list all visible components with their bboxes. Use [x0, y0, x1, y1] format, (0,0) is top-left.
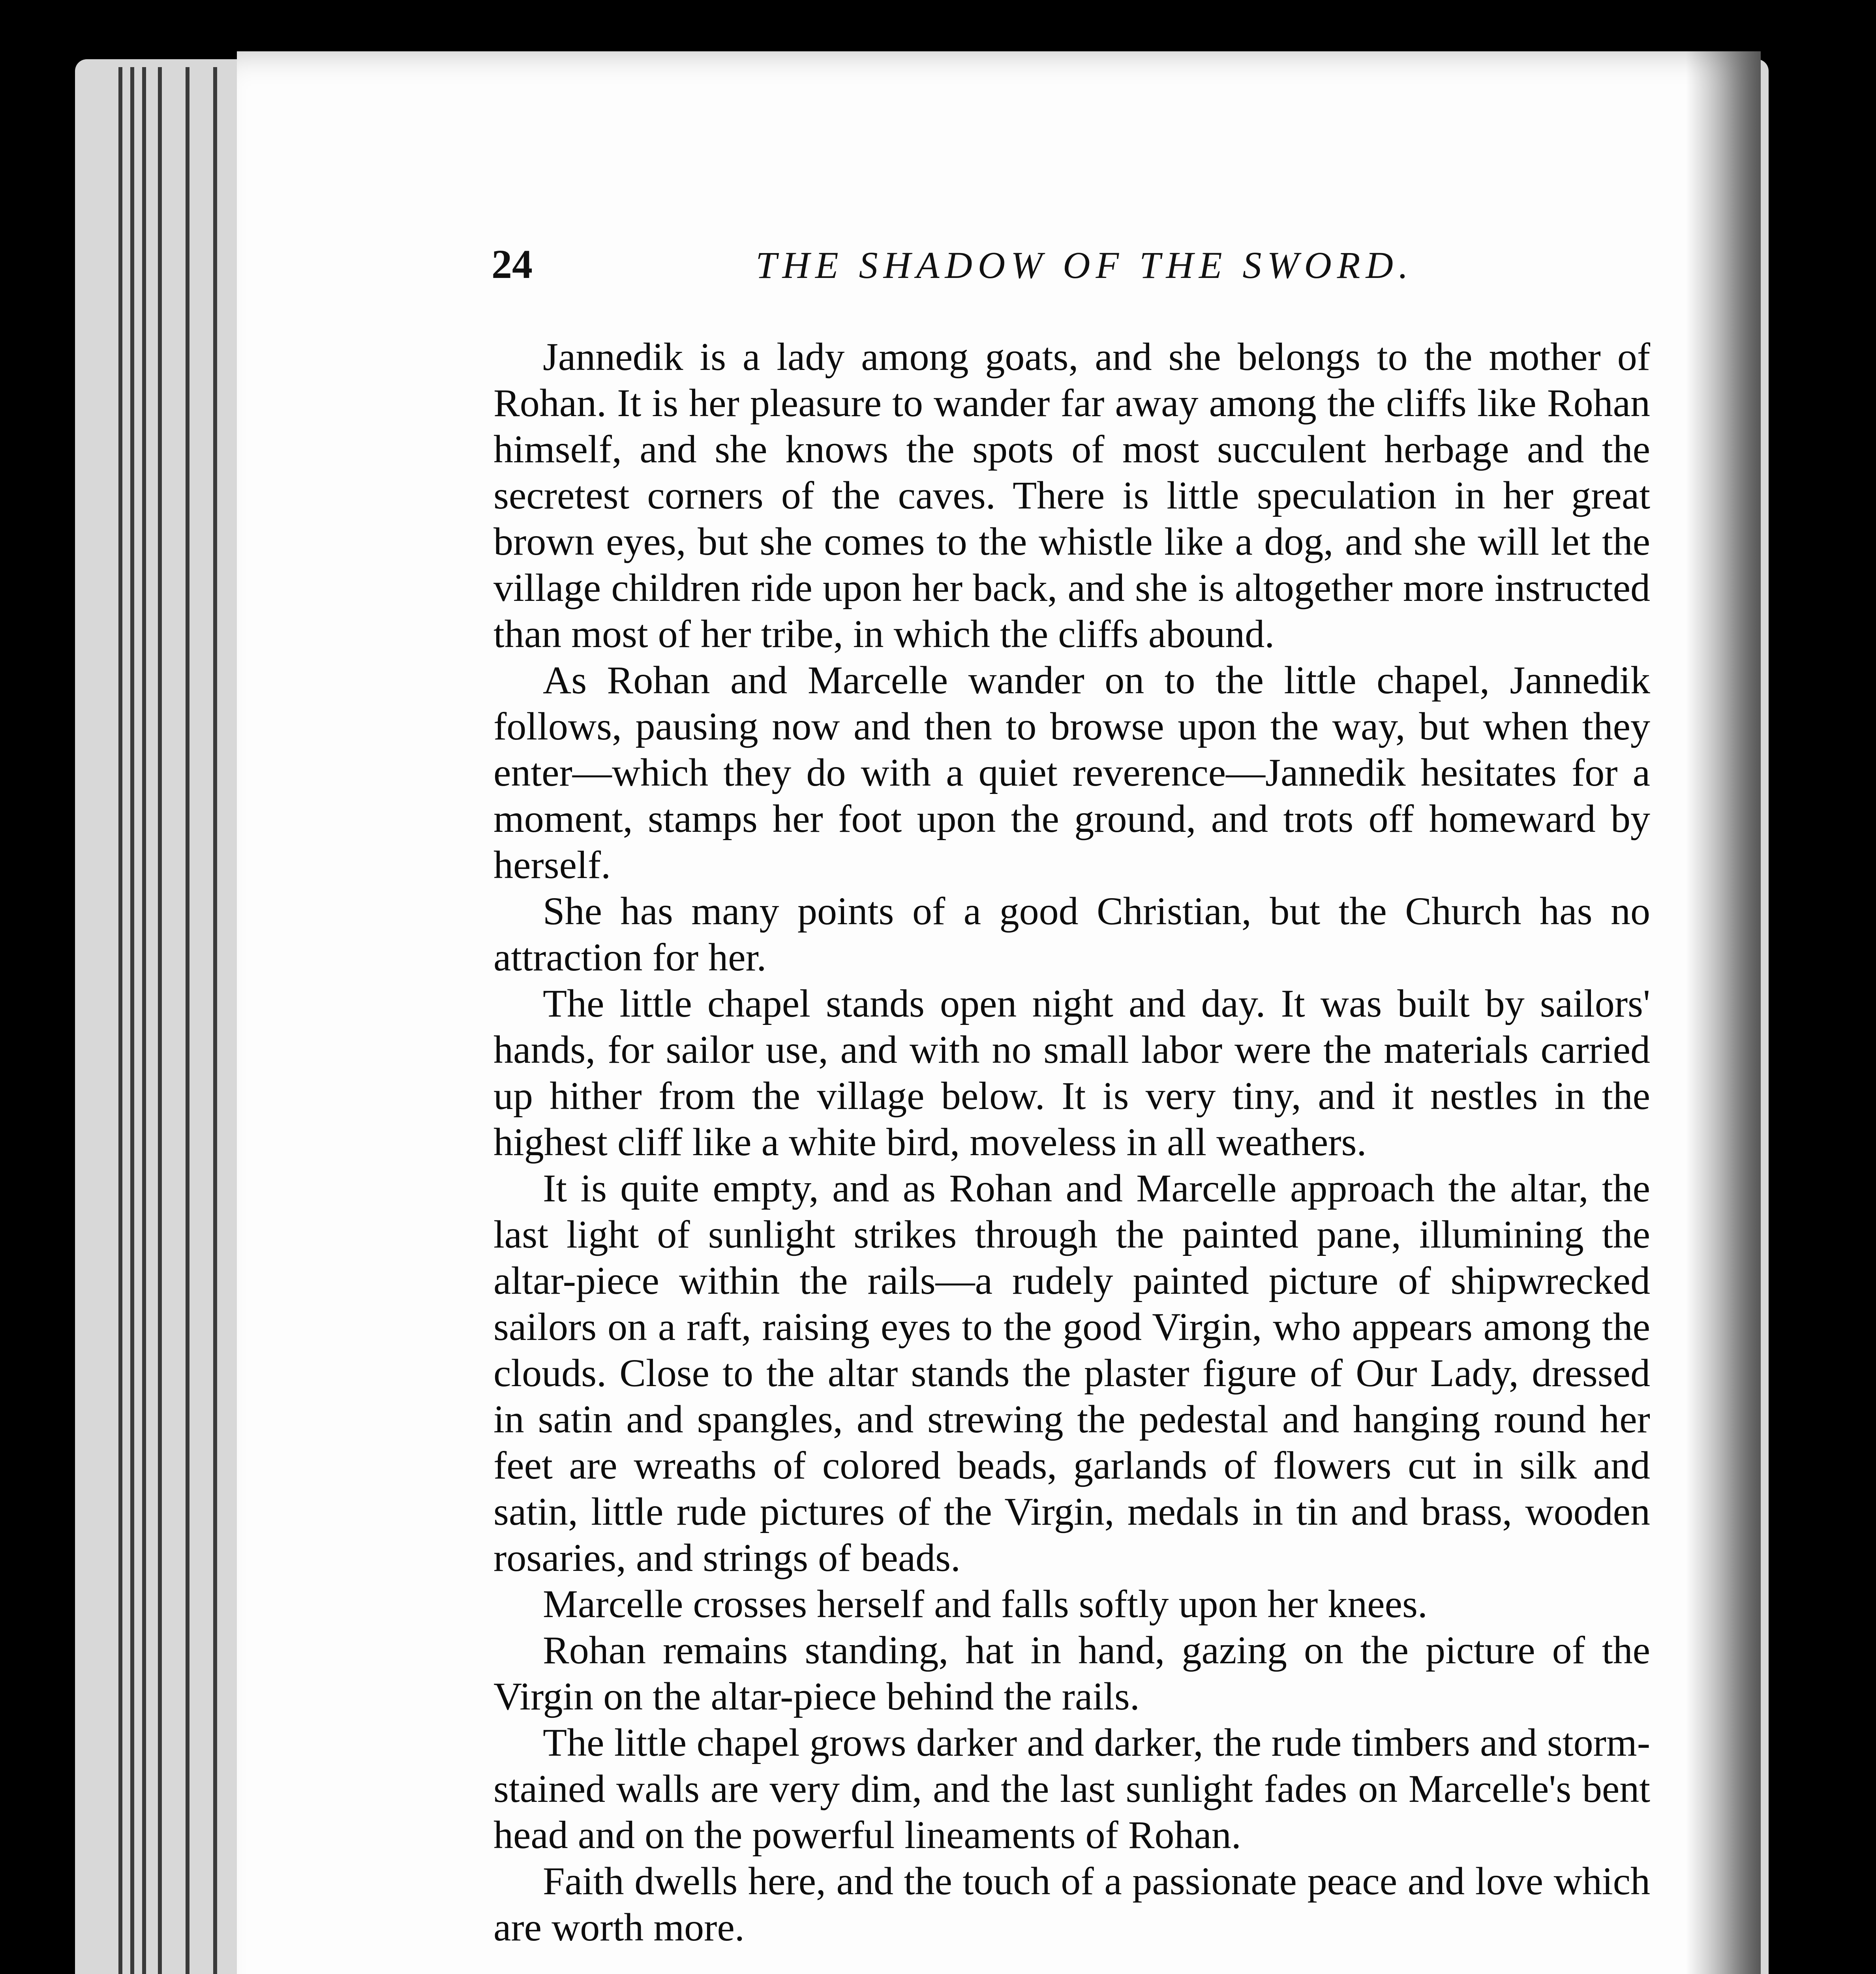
paragraph: Jannedik is a lady among goats, and she belongs to the mother of Rohan. It is her pleasure to wander far away among the cliffs like Rohan himself, and she knows the spots of most succulent herbage and the secretest corners of the caves. There is little speculation in her great brown eyes, but she comes to the whistle like a dog, and she will let the village children ride upon her back, and she is altogether more instructed than most of her tribe, in which the cliffs abound.: [493, 335, 1650, 656]
page-number: 24: [492, 242, 533, 287]
paragraph: Faith dwells here, and the touch of a passionate peace and love which are worth more.: [493, 1859, 1650, 1949]
paragraph: Rohan remains standing, hat in hand, gazing on the picture of the Virgin on the altar-piece behind the rails.: [493, 1628, 1650, 1718]
running-title: THE SHADOW OF THE SWORD.: [756, 244, 1414, 286]
running-head: [492, 241, 1650, 288]
body-text: [493, 334, 1650, 1950]
page-edge-line: [130, 67, 134, 1974]
page-edge-line: [118, 67, 122, 1974]
page-gutter-shadow: [1686, 51, 1761, 1974]
paragraph: The little chapel grows darker and darker, the rude timbers and storm-stained walls are very dim, and the last sunlight fades on Marcelle's bent head and on the powerful lineaments of Rohan.: [493, 1721, 1650, 1857]
paragraph: It is quite empty, and as Rohan and Marcelle approach the altar, the last light of sunlight strikes through the painted pane, illumining the altar-piece within the rails—a rudely painted picture of shipwrecked sailors on a raft, raising eyes to the good Virgin, who appears among the clouds. Close to the altar stands the plaster figure of Our Lady, dressed in satin and spangles, and strewing the pedestal and hanging round her feet are wreaths of colored beads, garlands of flowers cut in silk and satin, little rude pictures of the Virgin, medals in tin and brass, wooden rosaries, and strings of beads.: [493, 1166, 1650, 1580]
page-edge-line: [158, 67, 162, 1974]
paragraph: She has many points of a good Christian, but the Church has no attraction for her.: [493, 889, 1650, 979]
page-edge-line: [186, 67, 189, 1974]
page-edge-line: [142, 67, 146, 1974]
paragraph: The little chapel stands open night and day. It was built by sailors' hands, for sailor use, and with no small labor were the materials carried up hither from the village below. It is very tiny, and it nestles in the highest cliff like a white bird, moveless in all weathers.: [493, 981, 1650, 1164]
paragraph: As Rohan and Marcelle wander on to the little chapel, Jannedik follows, pausing now and then to browse upon the way, but when they enter—which they do with a quiet reverence—Jannedik hesitates for a moment, stamps her foot upon the ground, and trots off homeward by herself.: [493, 658, 1650, 887]
page-edge-line: [213, 67, 217, 1974]
paragraph: Marcelle crosses herself and falls softly upon her knees.: [543, 1582, 1428, 1626]
